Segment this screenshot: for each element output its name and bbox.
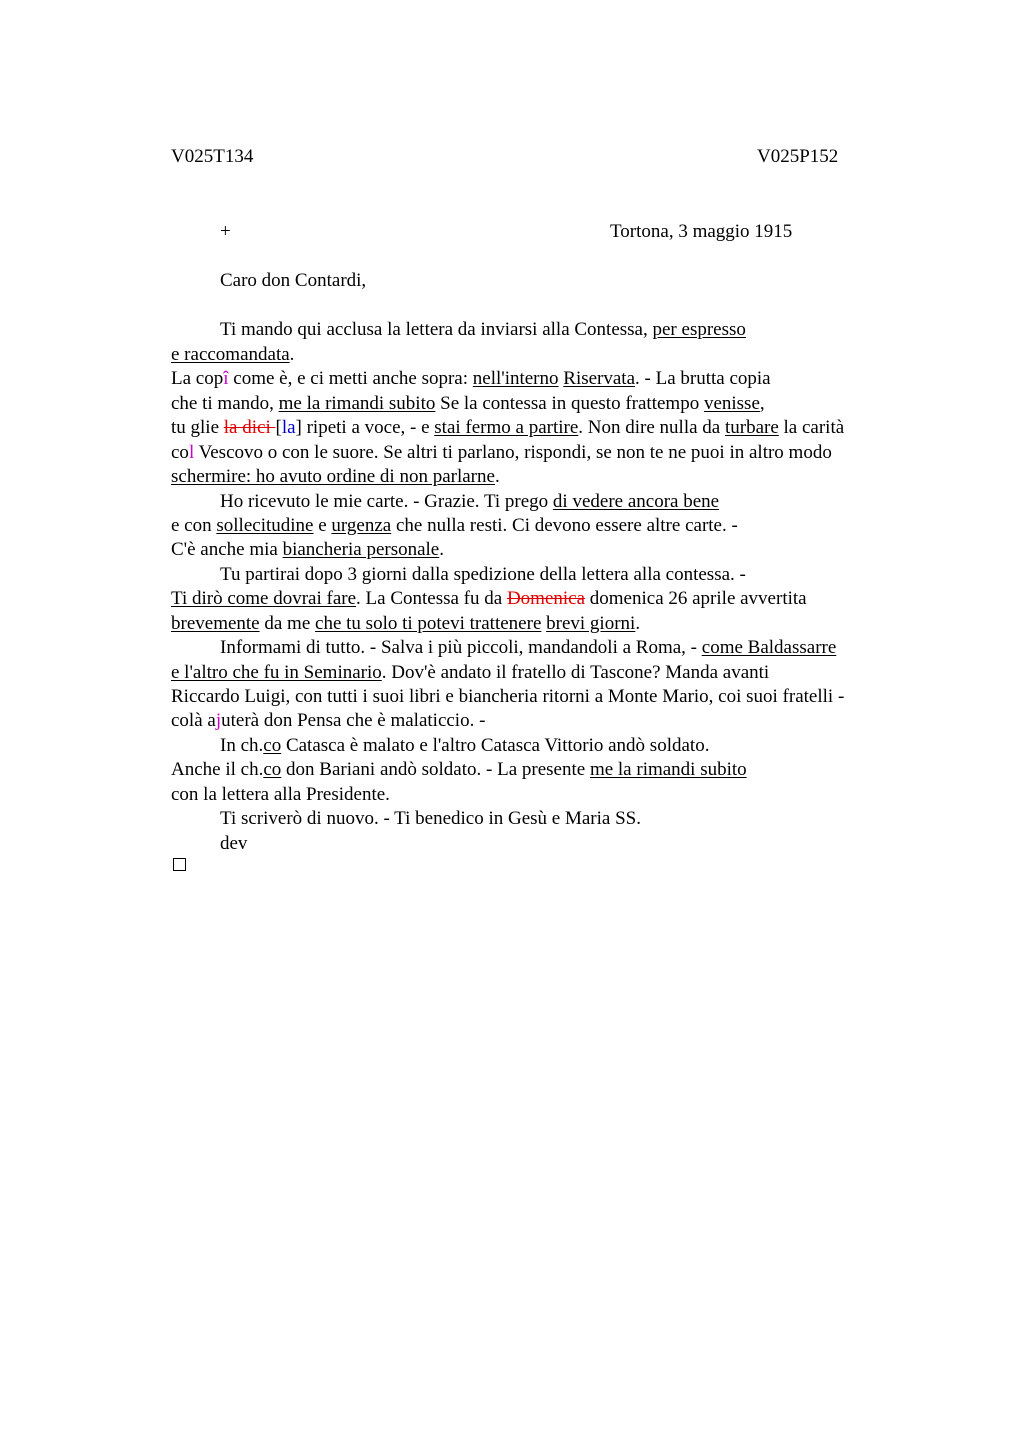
underlined-text: stai fermo a partire [434,417,579,438]
text-run: , [759,393,765,414]
text-run: con la lettera alla Presidente. [171,784,390,805]
reference-left: V025T134 [171,146,254,167]
text-run: tu glie [171,417,224,438]
text-run: . - La brutta copia [635,368,771,389]
underlined-text: co [263,759,282,780]
checkbox-icon [173,858,186,871]
underlined-text: nell'interno [472,368,559,389]
text-run: Ti mando qui acclusa la lettera da inviarsi alla Contessa, [220,319,653,340]
body-line [171,416,844,440]
underlined-text: brevemente [171,613,260,634]
body-line [171,709,485,733]
corrected-char: j [215,710,222,731]
body-line [171,441,832,465]
body-line [220,563,746,587]
body-line [171,538,444,562]
text-run: che ti mando, [171,393,279,414]
underlined-text: sollecitudine [216,515,314,536]
text-run: . Dov'è andato il fratello di Tascone? Manda avanti [381,662,770,683]
body-line [171,661,769,685]
body-line [220,636,836,660]
text-run: . [289,344,295,365]
underlined-text: che tu solo ti potevi trattenere [315,613,542,634]
text-run: colà a [171,710,216,731]
body-line [220,807,641,831]
deleted-text: Domenica [506,588,586,609]
text-run: come è, e ci metti anche sopra: [228,368,473,389]
text-run: da me [259,613,316,634]
letter-date: Tortona, 3 maggio 1915 [610,221,793,242]
text-run: In ch. [220,735,264,756]
underlined-text: brevi giorni [546,613,636,634]
underlined-text: e raccomandata [171,344,290,365]
underlined-text: turbare [724,417,779,438]
text-run: . [635,613,641,634]
body-line [171,587,807,611]
text-run: Riccardo Luigi, con tutti i suoi libri e biancheria ritorni a Monte Mario, coi suoi fratelli - [171,686,845,707]
body-line [171,612,640,636]
text-run: ] ripeti a voce, - e [295,417,435,438]
text-run: la carità [778,417,845,438]
body-line [171,465,500,489]
text-run: uterà don Pensa che è malaticcio. - [221,710,486,731]
underlined-text: di vedere ancora bene [552,491,720,512]
text-run: e [313,515,332,536]
body-line [171,758,747,782]
underlined-text: Riservata [563,368,636,389]
text-run: Informami di tutto. - Salva i più piccoli, mandandoli a Roma, - [220,637,702,658]
body-line [171,685,844,709]
underlined-text: Ti dirò come dovrai fare [171,588,357,609]
body-line [171,343,294,367]
underlined-text: co [263,735,282,756]
text-run: dev [220,833,248,854]
underlined-text: venisse [703,393,760,414]
text-run: che nulla resti. Ci devono essere altre carte. - [391,515,738,536]
text-run: Se la contessa in questo frattempo [435,393,704,414]
underlined-text: e l'altro che fu in Seminario [171,662,382,683]
letter-greeting: Caro don Contardi, [220,270,367,291]
body-line [220,318,746,342]
text-run: e con [171,515,217,536]
text-run: . [439,539,444,560]
body-line [171,367,771,391]
inserted-text: la [281,417,296,438]
corrected-char: î [223,368,229,389]
body-line [220,734,709,758]
body-line [171,783,390,807]
underlined-text: schermire: ho avuto ordine di non parlarne [171,466,495,487]
text-run: Vescovo o con le suore. Se altri ti parlano, rispondi, se non te ne puoi in altro modo [194,442,832,463]
text-run: Anche il ch. [171,759,264,780]
text-run: Catasca è malato e l'altro Catasca Vittorio andò soldato. [281,735,710,756]
underlined-text: urgenza [331,515,392,536]
text-run: . Non dire nulla da [578,417,725,438]
cross-symbol: + [220,221,231,242]
deleted-text: la dici [223,417,276,438]
underlined-text: me la rimandi subito [589,759,747,780]
underlined-text: biancheria personale [282,539,440,560]
corrected-char: l [188,442,195,463]
text-run: Ti scriverò di nuovo. - Ti benedico in Gesù e Maria SS. [220,808,641,829]
text-run: . [494,466,500,487]
body-line [220,490,719,514]
text-run: C'è anche mia [171,539,283,560]
text-run: domenica 26 aprile avvertita [585,588,807,609]
text-run: co [171,442,189,463]
text-run: don Bariani andò soldato. - La presente [281,759,590,780]
text-run: Tu partirai dopo 3 giorni dalla spedizione della lettera alla contessa. - [220,564,746,585]
text-run: La cop [171,368,224,389]
underlined-text: per espresso [652,319,746,340]
text-run: . La Contessa fu da [356,588,507,609]
body-line [171,392,765,416]
reference-right: V025P152 [757,146,839,167]
underlined-text: come Baldassarre [701,637,837,658]
text-run: [ [275,417,282,438]
body-line [171,514,738,538]
underlined-text: me la rimandi subito [278,393,436,414]
signature-line [220,832,247,856]
text-run: Ho ricevuto le mie carte. - Grazie. Ti prego [220,491,553,512]
